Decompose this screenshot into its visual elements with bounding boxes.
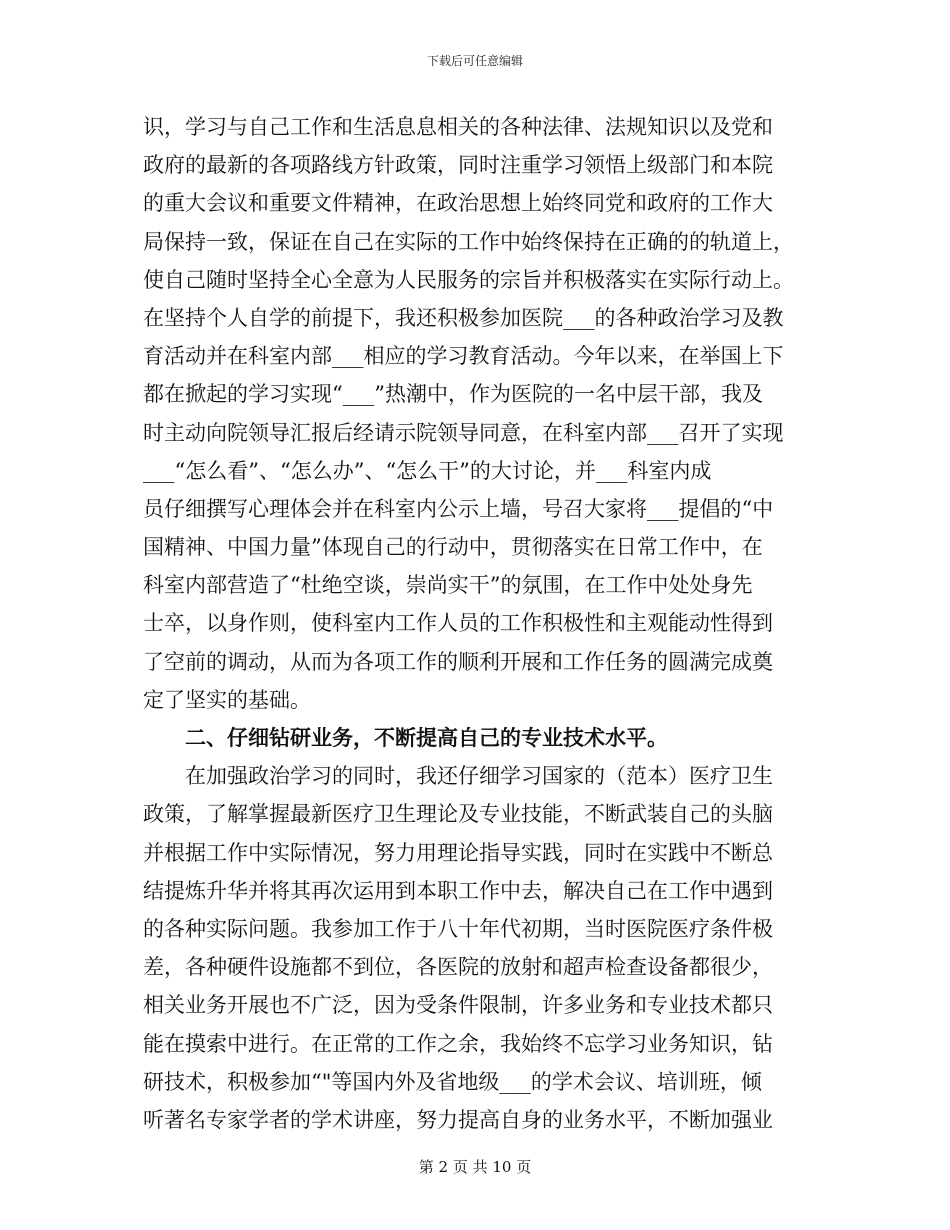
body-line: 在坚持个人自学的前提下，我还积极参加医院___的各种政治学习及教: [143, 305, 784, 330]
section-heading: 二、仔细钻研业务，不断提高自己的专业技术水平。: [185, 725, 668, 750]
page-footer: 第 2 页 共 10 页: [418, 1158, 532, 1176]
page-header: 下载后可任意编辑: [426, 54, 523, 68]
body-line: 并根据工作中实际情况，努力用理论指导实践，同时在实践中不断总: [143, 840, 773, 865]
document-body: [143, 108, 807, 1139]
body-line: 政府的最新的各项路线方针政策，同时注重学习领悟上级部门和本院: [143, 153, 773, 178]
body-line: 政策，了解掌握最新医疗卫生理论及专业技能，不断武装自己的头脑: [143, 802, 773, 827]
body-line: ___“怎么看”、“怎么办”、“怎么干”的大讨论，并___科室内成: [143, 458, 712, 483]
body-line: 能在摸索中进行。在正常的工作之余，我始终不忘学习业务知识，钻: [143, 1031, 773, 1056]
body-line: 了空前的调动，从而为各项工作的顺利开展和工作任务的圆满完成奠: [143, 649, 773, 674]
body-line: 时主动向院领导汇报后经请示院领导同意，在科室内部___召开了实现: [143, 420, 784, 445]
body-line: 科室内部营造了“杜绝空谈，崇尚实干”的氛围，在工作中处处身先: [143, 573, 753, 598]
body-line: 都在掀起的学习实现“___”热潮中，作为医院的一名中层干部，我及: [143, 382, 763, 407]
body-line: 相关业务开展也不广泛，因为受条件限制，许多业务和专业技术都只: [143, 993, 773, 1018]
body-line: 国精神、中国力量”体现自己的行动中，贯彻落实在日常工作中，在: [143, 535, 763, 560]
body-line: 士卒，以身作则，使科室内工作人员的工作积极性和主观能动性得到: [143, 611, 773, 636]
body-line: 研技术，积极参加“"等国内外及省地级___的学术会议、培训班，倾: [143, 1069, 762, 1094]
body-line: 员仔细撰写心理体会并在科室内公示上墙，号召大家将___提倡的“中: [143, 496, 774, 521]
body-line: 结提炼升华并将其再次运用到本职工作中去，解决自己在工作中遇到: [143, 878, 773, 903]
body-line: 育活动并在科室内部___相应的学习教育活动。今年以来，在举国上下: [143, 344, 784, 369]
body-line: 使自己随时坚持全心全意为人民服务的宗旨并积极落实在实际行动上。: [143, 267, 794, 292]
body-line: 差，各种硬件设施都不到位，各医院的放射和超声检查设备都很少，: [143, 955, 773, 980]
body-line: 定了坚实的基础。: [143, 687, 311, 712]
body-line: 局保持一致，保证在自己在实际的工作中始终保持在正确的的轨道上，: [143, 229, 794, 254]
body-line: 在加强政治学习的同时，我还仔细学习国家的（范本）医疗卫生: [185, 764, 773, 789]
body-line: 的重大会议和重要文件精神，在政治思想上始终同党和政府的工作大: [143, 191, 773, 216]
body-line: 的各种实际问题。我参加工作于八十年代初期，当时医院医疗条件极: [143, 916, 773, 941]
body-line: 听著名专家学者的学术讲座，努力提高自身的业务水平，不断加强业: [143, 1107, 773, 1132]
body-line: 识，学习与自己工作和生活息息相关的各种法律、法规知识以及党和: [143, 115, 773, 139]
